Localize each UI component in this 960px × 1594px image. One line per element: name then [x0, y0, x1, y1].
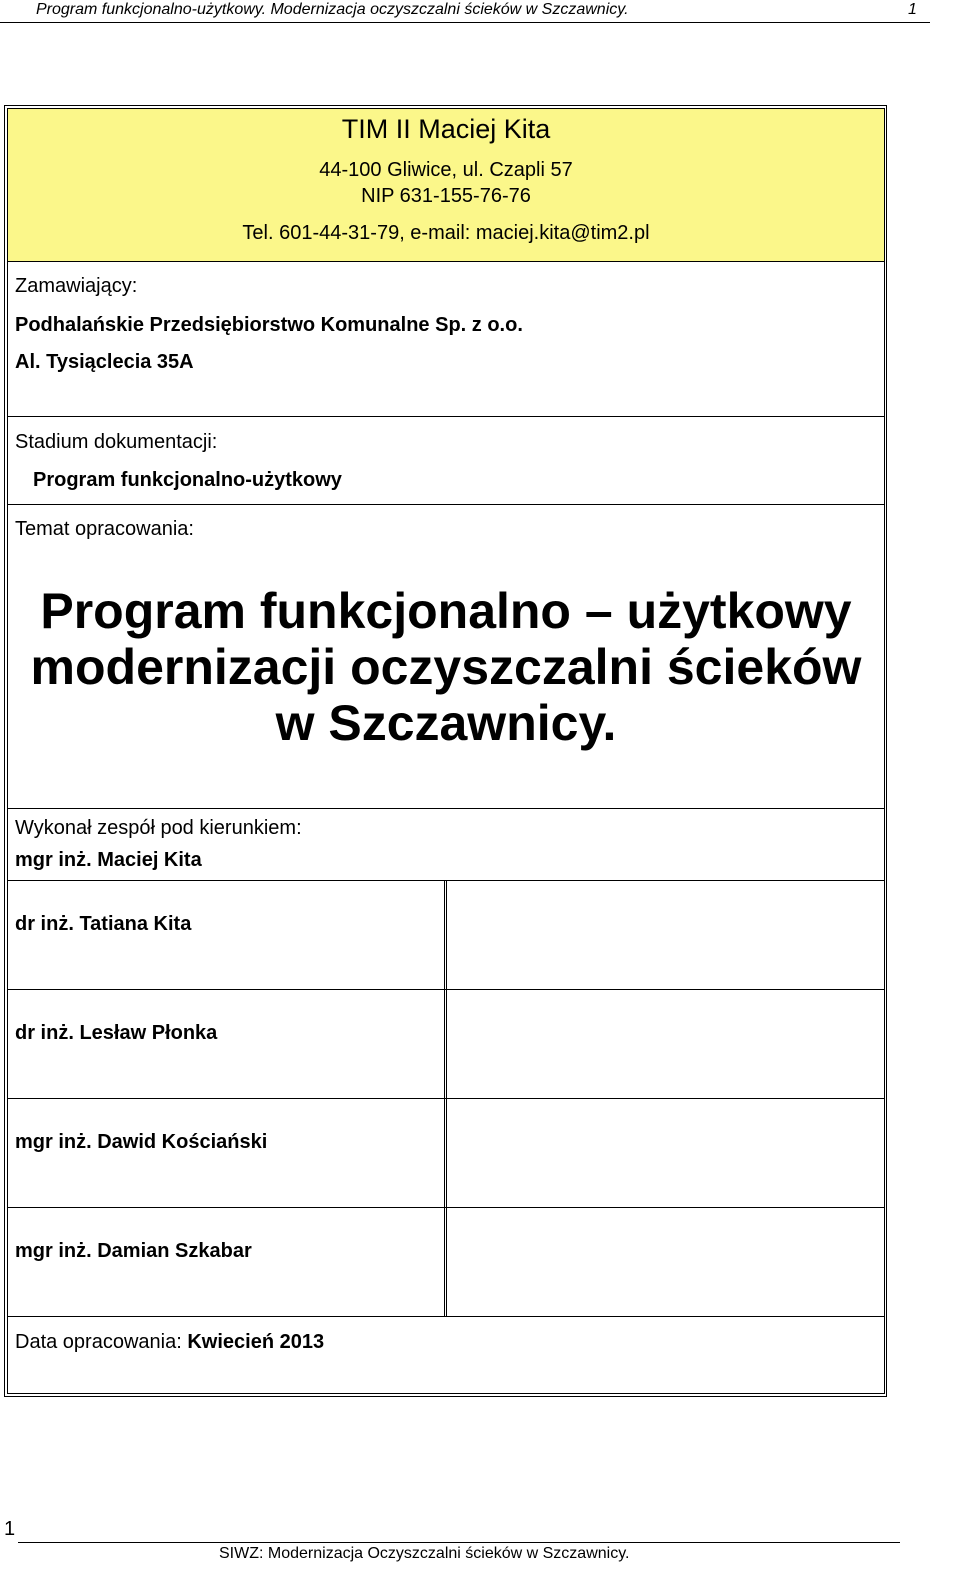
client-section	[8, 261, 884, 417]
signature-divider	[444, 990, 447, 1098]
signature-divider	[444, 881, 447, 989]
team-member-name: dr inż. Lesław Płonka	[15, 1022, 218, 1044]
date-line	[15, 1331, 324, 1354]
topic-label: Temat opracowania:	[15, 518, 194, 540]
footer-rule	[18, 1542, 900, 1543]
team-label: Wykonał zespół pod kierunkiem:	[15, 817, 302, 839]
footer-page-number: 1	[4, 1518, 16, 1540]
company-name: TIM II Maciej Kita	[341, 114, 551, 144]
footer-text: SIWZ: Modernizacja Oczyszczalni ścieków w Szczawnicy.	[219, 1545, 630, 1562]
company-nip: NIP 631-155-76-76	[361, 185, 531, 207]
topic-title	[8, 583, 884, 751]
team-section	[8, 809, 884, 881]
title-sheet-inner	[7, 108, 885, 1394]
company-box	[8, 109, 884, 262]
team-member-name: dr inż. Tatiana Kita	[15, 913, 192, 935]
page-header	[0, 0, 930, 23]
date-section	[8, 1317, 884, 1393]
stage-section	[8, 417, 884, 505]
client-label: Zamawiający:	[15, 275, 138, 297]
stage-value: Program funkcjonalno-użytkowy	[33, 469, 342, 491]
team-member-name: mgr inż. Damian Szkabar	[15, 1240, 252, 1262]
team-member-row	[8, 990, 884, 1099]
topic-title-line-1: Program funkcjonalno – użytkowy	[40, 583, 852, 639]
stage-label: Stadium dokumentacji:	[15, 431, 218, 453]
date-value: Kwiecień 2013	[187, 1331, 325, 1353]
company-address: 44-100 Gliwice, ul. Czapli 57	[319, 159, 573, 181]
signature-divider	[444, 1208, 447, 1316]
team-member-name: mgr inż. Dawid Kościański	[15, 1131, 268, 1153]
running-header-title: Program funkcjonalno-użytkowy. Modernizacja oczyszczalni ścieków w Szczawnicy.	[36, 1, 629, 18]
title-sheet	[4, 105, 887, 1397]
team-member-row	[8, 1099, 884, 1208]
team-member-row	[8, 1208, 884, 1317]
client-address: Al. Tysiąclecia 35A	[15, 351, 194, 373]
date-label: Data opracowania:	[15, 1331, 182, 1353]
team-lead: mgr inż. Maciej Kita	[15, 849, 202, 871]
team-member-row	[8, 881, 884, 990]
company-contact: Tel. 601-44-31-79, e-mail: maciej.kita@tim2.pl	[242, 222, 650, 244]
client-name: Podhalańskie Przedsiębiorstwo Komunalne Sp. z o.o.	[15, 314, 523, 336]
topic-title-line-3: w Szczawnicy.	[275, 695, 617, 751]
topic-title-line-2: modernizacji oczyszczalni ścieków	[30, 639, 862, 695]
signature-divider	[444, 1099, 447, 1207]
topic-section	[8, 505, 884, 809]
running-header-page-number: 1	[908, 1, 917, 18]
